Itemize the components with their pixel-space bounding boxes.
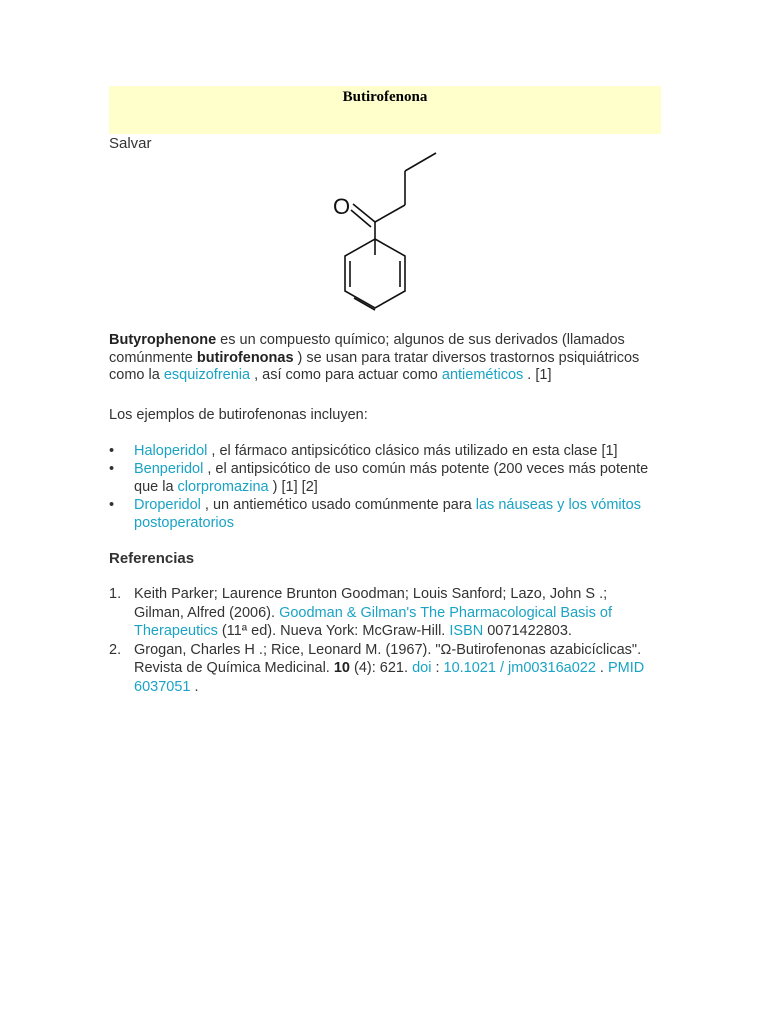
volume-number: 10 [333, 660, 350, 676]
butyrophenone-structure [320, 145, 450, 315]
aromatic-bond [354, 298, 375, 310]
pmid-link[interactable]: PMID 6037051 [134, 660, 645, 695]
examples-list [109, 442, 661, 532]
examples-intro: Los ejemplos de butirofenonas incluyen: [109, 407, 368, 423]
reference-item: 2. Grogan, Charles H .; Rice, Leonard M. (1967). "Ω-Butirofenonas azabicíclicas". Revista de Química Medicinal. 10 (4): 621. doi : 10.1021 / jm00316a022 . PMID 6037051 . [109, 641, 645, 695]
derivatives-name: butirofenonas [196, 349, 294, 366]
bond-line [353, 204, 375, 222]
reference-number: 2. [109, 641, 122, 658]
intro-text: . [1] [523, 367, 552, 383]
list-item: • Droperidol , un antiemético usado comúnmente para las náuseas y los vómitos postoperatorios [109, 496, 661, 532]
intro-text: es un compuesto químico; algunos de sus derivados (llamados comúnmente [109, 332, 625, 366]
benperidol-link[interactable]: Benperidol [134, 461, 204, 477]
book-link[interactable]: Goodman & Gilman's The Pharmacological Basis of Therapeutics [134, 604, 613, 639]
save-link[interactable]: Salvar [109, 135, 152, 152]
haloperidol-link[interactable]: Haloperidol [134, 443, 208, 459]
compound-name: Butyrophenone [109, 332, 217, 348]
page-title: Butirofenona [342, 89, 428, 105]
isbn-link[interactable]: ISBN [449, 623, 484, 639]
list-item: • Benperidol , el antipsicótico de uso común más potente (200 veces más potente que la clorpromazina ) [1] [2] [109, 460, 661, 496]
nausea-link[interactable]: las náuseas y los vómitos postoperatorios [134, 497, 641, 531]
antiemetics-link[interactable]: antieméticos [441, 367, 524, 383]
title-bar [109, 86, 661, 134]
references-list [109, 585, 661, 696]
schizophrenia-link[interactable]: esquizofrenia [163, 367, 251, 383]
bond-line [375, 205, 405, 222]
reference-item: 1. Keith Parker; Laurence Brunton Goodman; Louis Sanford; Lazo, John S .; Gilman, Alfred (2006). Goodman & Gilman's The Pharmacological Basis of Therapeutics (11ª ed). Nueva York: McGraw-Hill. ISBN 0071422803. [109, 586, 613, 639]
oxygen-label: O [333, 194, 351, 219]
doi-value-link[interactable]: 10.1021 / jm00316a022 [443, 660, 596, 676]
bond-line [405, 153, 436, 171]
references-heading: Referencias [109, 550, 195, 567]
doi-link[interactable]: doi [412, 660, 432, 676]
list-item: • Haloperidol , el fármaco antipsicótico clásico más utilizado en esta clase [1] [109, 442, 661, 460]
bond-line [351, 210, 371, 227]
chlorpromazine-link[interactable]: clorpromazina [177, 479, 269, 495]
intro-paragraph [109, 332, 661, 385]
intro-text: , así como para actuar como [250, 367, 442, 383]
droperidol-link[interactable]: Droperidol [134, 497, 201, 513]
intro-text: ) se usan para tratar diversos trastornos psiquiátricos como la [109, 349, 640, 383]
reference-number: 1. [109, 586, 122, 602]
